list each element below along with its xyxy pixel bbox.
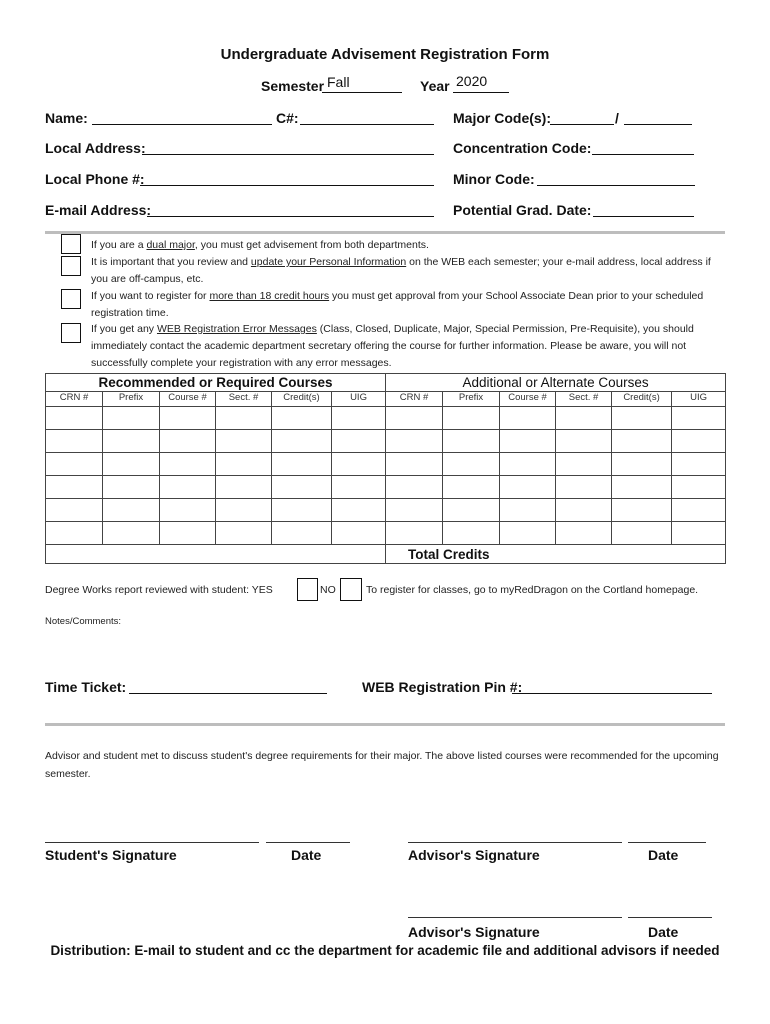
course-cell[interactable] [216,499,272,522]
dual-major-checkbox[interactable] [61,234,81,254]
web-pin-field[interactable] [512,693,712,694]
course-row [46,453,726,476]
course-cell[interactable] [160,499,216,522]
note-personal-info [91,254,721,288]
course-cell[interactable] [216,476,272,499]
semester-field[interactable]: Fall [327,74,350,90]
advisor-date-line[interactable] [628,842,706,843]
concentration-code-label: Concentration Code: [453,140,592,156]
course-cell[interactable] [672,407,726,430]
alternate-courses-heading: Additional or Alternate Courses [386,374,726,392]
note-text: If you want to register for [91,290,210,302]
degree-works-no-label: NO [320,584,336,596]
note-text: It is important that you review and [91,256,251,268]
advisor-signature-label: Advisor's Signature [408,847,540,863]
course-cell[interactable] [672,430,726,453]
register-instructions: To register for classes, go to myRedDragon on the Cortland homepage. [366,584,699,596]
major-code-label: Major Code(s): [453,110,551,126]
course-cell[interactable] [160,453,216,476]
course-row [46,407,726,430]
notes-comments-label: Notes/Comments: [45,616,122,627]
note-text: you must get approval from your School Associate Dean prior to your scheduled registration time. [91,290,704,319]
course-cell[interactable] [672,499,726,522]
student-date-line[interactable] [266,842,350,843]
course-cell[interactable] [272,430,332,453]
note-error-messages [91,321,721,372]
course-cell[interactable] [160,430,216,453]
course-row [46,476,726,499]
col-section: Sect. # [556,392,612,407]
course-cell[interactable] [160,522,216,545]
course-cell[interactable] [216,430,272,453]
local-address-label: Local Address: [45,140,146,156]
course-cell[interactable] [216,407,272,430]
course-cell[interactable] [612,499,672,522]
col-uig: UIG [332,392,386,407]
note-link: more than 18 credit hours [209,290,330,302]
course-cell[interactable] [612,430,672,453]
advisement-statement: Advisor and student met to discuss student's degree requirements for their major. The above listed courses were recommended for the upcoming semester. [45,750,719,780]
course-cell[interactable] [272,476,332,499]
course-cell[interactable] [672,453,726,476]
course-cell[interactable] [500,453,556,476]
note-text: (Class, Closed, Duplicate, Major, Special Permission, Pre-Requisite), you should immediately contact the academic department secretary offering the course for further information. Please be aware, you will not successfully complete your registration with any error messages. [91,323,694,369]
course-cell[interactable] [46,476,103,499]
course-cell[interactable] [500,407,556,430]
course-cell[interactable] [612,522,672,545]
distribution-note: Distribution: E-mail to student and cc the department for academic file and additional advisors if needed [50,943,720,958]
col-credits: Credit(s) [612,392,672,407]
course-cell[interactable] [556,430,612,453]
course-cell[interactable] [612,453,672,476]
student-signature-line[interactable] [45,842,259,843]
grad-date-field[interactable] [593,216,694,217]
note-text: , you must get advisement from both departments. [194,239,429,251]
course-cell[interactable] [386,499,443,522]
note-credit-hours [91,288,721,322]
note-link: update your Personal Information [250,256,407,268]
course-cell[interactable] [386,522,443,545]
courses-table [45,373,726,564]
email-field[interactable] [147,216,434,217]
personal-info-checkbox[interactable] [61,256,81,276]
course-cell[interactable] [500,522,556,545]
course-cell[interactable] [443,476,500,499]
second-advisor-date-line[interactable] [628,917,712,918]
course-cell[interactable] [272,522,332,545]
course-cell[interactable] [443,453,500,476]
col-crn: CRN # [46,392,103,407]
course-cell[interactable] [612,407,672,430]
course-cell[interactable] [500,499,556,522]
second-advisor-date-label: Date [648,924,679,940]
divider [45,723,725,726]
course-rows [46,407,726,545]
time-ticket-field[interactable] [129,693,327,694]
course-cell[interactable] [556,453,612,476]
col-credits: Credit(s) [272,392,332,407]
local-phone-field[interactable] [140,185,434,186]
course-cell[interactable] [160,407,216,430]
col-course: Course # [500,392,556,407]
cnum-field[interactable] [300,124,434,125]
course-cell[interactable] [443,499,500,522]
course-cell[interactable] [103,476,160,499]
col-prefix: Prefix [103,392,160,407]
course-cell[interactable] [103,522,160,545]
name-field[interactable] [92,124,272,125]
course-row [46,499,726,522]
web-pin-label: WEB Registration Pin #: [362,679,523,695]
course-cell[interactable] [672,476,726,499]
grad-date-label: Potential Grad. Date: [453,202,592,218]
col-prefix: Prefix [443,392,500,407]
course-row [46,522,726,545]
note-link: dual major [146,239,195,251]
col-uig: UIG [672,392,726,407]
course-cell[interactable] [386,453,443,476]
local-phone-label: Local Phone #: [45,171,145,187]
course-cell[interactable] [332,499,386,522]
note-text: on the WEB each semester; your e-mail address, local address if you are off-campus, etc. [91,256,711,285]
name-label: Name: [45,110,88,126]
course-cell[interactable] [46,407,103,430]
course-cell[interactable] [500,430,556,453]
major-code-field-2[interactable] [624,124,692,125]
course-cell[interactable] [160,476,216,499]
course-cell[interactable] [556,476,612,499]
course-cell[interactable] [556,499,612,522]
course-cell[interactable] [332,453,386,476]
course-cell[interactable] [672,522,726,545]
course-cell[interactable] [216,522,272,545]
course-cell[interactable] [103,407,160,430]
course-cell[interactable] [556,407,612,430]
semester-line [322,92,402,93]
course-cell[interactable] [386,430,443,453]
course-cell[interactable] [103,430,160,453]
note-dual-major [91,237,721,254]
divider [45,231,725,234]
year-line [453,92,509,93]
course-cell[interactable] [103,453,160,476]
degree-works-text: Degree Works report reviewed with student: YES [45,584,273,596]
course-row [46,430,726,453]
local-address-field[interactable] [142,154,434,155]
course-cell[interactable] [612,476,672,499]
course-cell[interactable] [46,522,103,545]
error-messages-checkbox[interactable] [61,323,81,343]
course-cell[interactable] [103,499,160,522]
course-cell[interactable] [332,430,386,453]
form-title: Undergraduate Advisement Registration Form [220,46,550,63]
degree-works-yes-checkbox[interactable] [297,578,318,601]
course-cell[interactable] [46,453,103,476]
minor-code-label: Minor Code: [453,171,535,187]
course-cell[interactable] [556,522,612,545]
recommended-courses-heading: Recommended or Required Courses [46,374,386,392]
credit-hours-checkbox[interactable] [61,289,81,309]
course-cell[interactable] [272,499,332,522]
total-credits-label: Total Credits [386,545,726,564]
note-text: If you are a [91,239,147,251]
minor-code-field[interactable] [537,185,695,186]
year-label: Year [420,78,450,94]
course-cell[interactable] [46,430,103,453]
course-cell[interactable] [332,476,386,499]
course-cell[interactable] [272,407,332,430]
student-signature-label: Student's Signature [45,847,177,863]
col-crn: CRN # [386,392,443,407]
course-cell[interactable] [216,453,272,476]
second-advisor-signature-line[interactable] [408,917,622,918]
advisor-signature-line[interactable] [408,842,622,843]
course-cell[interactable] [332,522,386,545]
time-ticket-label: Time Ticket: [45,679,127,695]
course-cell[interactable] [46,499,103,522]
advisor-date-label: Date [648,847,679,863]
cnum-label: C#: [276,110,299,126]
col-course: Course # [160,392,216,407]
col-section: Sect. # [216,392,272,407]
degree-works-no-checkbox[interactable] [340,578,362,601]
major-code-field-1[interactable] [550,124,614,125]
student-date-label: Date [291,847,322,863]
note-link: WEB Registration Error Messages [156,323,317,335]
email-label: E-mail Address: [45,202,152,218]
course-cell[interactable] [386,476,443,499]
course-cell[interactable] [332,407,386,430]
course-cell[interactable] [443,407,500,430]
note-text: If you get any [91,323,157,335]
concentration-code-field[interactable] [592,154,694,155]
semester-label: Semester [261,78,325,94]
course-cell[interactable] [443,430,500,453]
course-cell[interactable] [443,522,500,545]
second-advisor-signature-label: Advisor's Signature [408,924,540,940]
course-cell[interactable] [500,476,556,499]
year-field[interactable]: 2020 [456,73,488,89]
course-cell[interactable] [272,453,332,476]
course-cell[interactable] [386,407,443,430]
total-credits-spacer [46,545,386,564]
major-code-separator: / [615,110,619,126]
